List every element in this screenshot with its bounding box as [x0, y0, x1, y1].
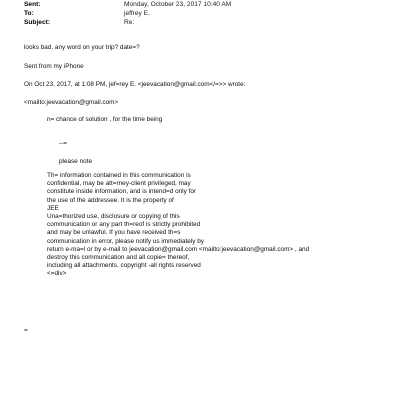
separator: --=: [59, 140, 67, 147]
disclaimer-line: destroy this communication and all copie= thereof,: [47, 254, 190, 262]
quoted-intro: On Oct 23, 2017, at 1:08 PM, jef=rey E. <jeevacation@gmail.com</=>> wrote:: [24, 81, 246, 88]
sent-label: Sent:: [24, 1, 41, 8]
disclaimer-line: return e-ma=l or by e-mail to jeevacation@gmail.com <mailto:jeevacation@gmail.com> , and: [47, 245, 310, 253]
disclaimer-line: Th= information contained in this communication is: [47, 172, 191, 179]
disclaimer-line: constitute inside information, and is intend=d only for: [47, 188, 197, 196]
email-header: [24, 0, 231, 27]
to-value: jeffrey E.: [124, 10, 150, 17]
reply-line: looks bad. any word on your trip? date=?: [24, 44, 140, 51]
disclaimer-line: <=div>: [47, 270, 67, 278]
signature: Sent from my iPhone: [24, 63, 84, 70]
sent-value: Monday, October 23, 2017 10:40 AM: [124, 1, 232, 8]
please-note: please note: [59, 158, 93, 165]
subject-row: [24, 18, 231, 27]
disclaimer-line: including all attachments. copyright -all rights reserved: [47, 262, 201, 270]
disclaimer-line: communication in error, please notify us immediately by: [47, 237, 204, 245]
sent-row: [24, 0, 231, 9]
to-row: [24, 9, 231, 18]
disclaimer-line: Una=thorized use, disclosure or copying of this: [47, 213, 180, 221]
subject-value: Re:: [124, 19, 135, 26]
disclaimer-line: communication or any part th=reof is strictly prohibited: [47, 221, 201, 229]
mailto-line: <mailto:jeevacation@gmail.com>: [24, 99, 119, 106]
to-label: To:: [24, 10, 34, 17]
subject-label: Subject:: [24, 19, 51, 26]
disclaimer-line: the use of the addressee. It is the property of: [47, 196, 174, 204]
footer-mark: =: [24, 327, 28, 334]
quoted-message: n= chance of solution , for the time being: [47, 116, 163, 123]
disclaimer-line: JEE: [47, 204, 59, 212]
disclaimer: [47, 172, 309, 279]
disclaimer-line: confidential, may be att=rney-client privileged, may: [47, 180, 191, 188]
disclaimer-line: and may be unlawful. If you have received th=s: [47, 229, 181, 237]
